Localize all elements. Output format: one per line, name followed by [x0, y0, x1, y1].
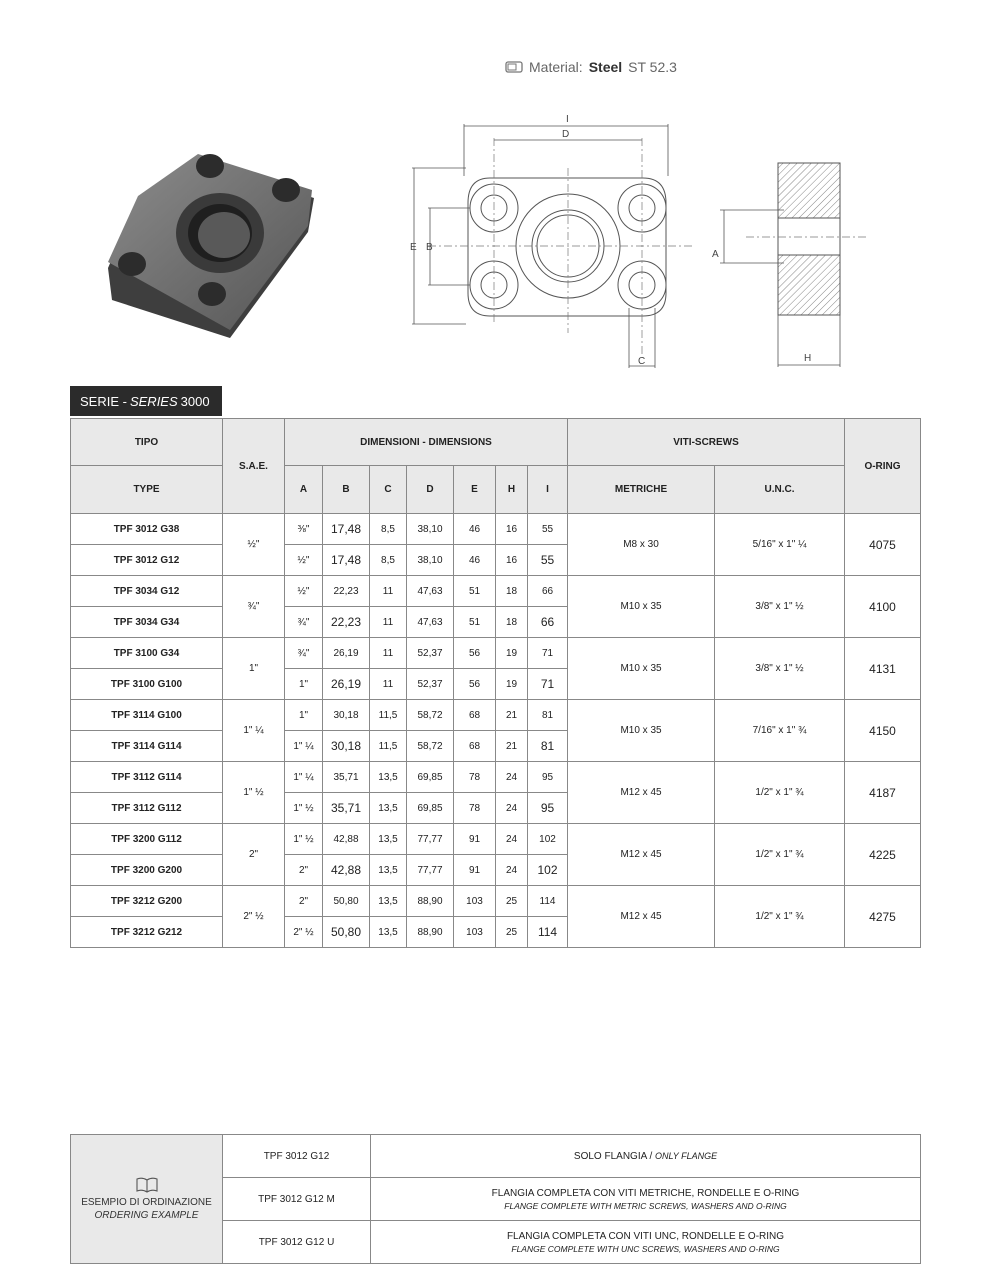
cell-B: 50,80	[323, 917, 370, 948]
cell-I: 102	[528, 855, 568, 886]
series-serie: SERIE -	[80, 393, 127, 409]
cell-C: 13,5	[370, 855, 407, 886]
material-grade: ST 52.3	[628, 59, 677, 75]
cell-H: 19	[496, 638, 528, 669]
cell-C: 11,5	[370, 700, 407, 731]
cell-E: 78	[454, 793, 496, 824]
cell-A: 2"	[285, 886, 323, 917]
cell-unc-screw: 1/2" x 1" ¾	[715, 824, 845, 886]
cell-H: 24	[496, 793, 528, 824]
cell-A: ¾"	[285, 607, 323, 638]
cell-C: 13,5	[370, 762, 407, 793]
cell-H: 16	[496, 514, 528, 545]
dim-label-I: I	[566, 114, 569, 125]
material-info	[505, 59, 677, 75]
cell-I: 66	[528, 607, 568, 638]
cell-unc-screw: 3/8" x 1" ½	[715, 576, 845, 638]
cell-metric-screw: M12 x 45	[568, 824, 715, 886]
cell-B: 42,88	[323, 855, 370, 886]
cell-I: 55	[528, 545, 568, 576]
cell-H: 19	[496, 669, 528, 700]
cell-unc-screw: 1/2" x 1" ¾	[715, 762, 845, 824]
cell-type: TPF 3212 G212	[71, 917, 223, 948]
cell-C: 13,5	[370, 793, 407, 824]
front-view-drawing	[398, 108, 698, 370]
series-number: 3000	[180, 393, 210, 409]
order-code-1: TPF 3012 G12	[223, 1135, 371, 1178]
cell-A: 1"	[285, 669, 323, 700]
cell-A: 1" ¼	[285, 731, 323, 762]
side-section-drawing	[706, 155, 866, 370]
cell-I: 114	[528, 886, 568, 917]
cell-C: 13,5	[370, 824, 407, 855]
cell-B: 22,23	[323, 607, 370, 638]
ordering-example-table	[70, 1134, 921, 1264]
order-desc-2	[371, 1178, 921, 1221]
cell-E: 46	[454, 514, 496, 545]
order-desc-en-1: ONLY FLANGE	[655, 1150, 718, 1161]
material-prefix: Material:	[529, 59, 583, 75]
cell-I: 55	[528, 514, 568, 545]
cell-sae: 1"	[223, 638, 285, 700]
cell-C: 8,5	[370, 514, 407, 545]
header-screws: VITI-SCREWS	[568, 419, 845, 466]
header-D: D	[407, 466, 454, 514]
dim-label-E: E	[410, 242, 417, 253]
cell-D: 38,10	[407, 545, 454, 576]
cell-A: ½"	[285, 545, 323, 576]
cell-C: 11,5	[370, 731, 407, 762]
cell-I: 81	[528, 731, 568, 762]
cell-type: TPF 3100 G34	[71, 638, 223, 669]
cell-B: 17,48	[323, 545, 370, 576]
cell-B: 26,19	[323, 669, 370, 700]
cell-C: 11	[370, 607, 407, 638]
cell-type: TPF 3200 G200	[71, 855, 223, 886]
cell-E: 91	[454, 824, 496, 855]
table-row	[71, 514, 921, 545]
order-desc-it-3: FLANGIA COMPLETA CON VITI UNC, RONDELLE E O-RING	[506, 1230, 785, 1242]
cell-unc-screw: 1/2" x 1" ¾	[715, 886, 845, 948]
cell-A: ⅜"	[285, 514, 323, 545]
cell-H: 18	[496, 607, 528, 638]
dim-label-B: B	[426, 242, 433, 253]
cell-D: 77,77	[407, 855, 454, 886]
cell-I: 102	[528, 824, 568, 855]
cell-C: 8,5	[370, 545, 407, 576]
cell-D: 47,63	[407, 607, 454, 638]
cell-H: 21	[496, 700, 528, 731]
header-C: C	[370, 466, 407, 514]
cell-B: 50,80	[323, 886, 370, 917]
cell-H: 25	[496, 917, 528, 948]
cell-B: 35,71	[323, 762, 370, 793]
cell-C: 13,5	[370, 917, 407, 948]
order-desc-1	[371, 1135, 921, 1178]
series-series: SERIES	[129, 393, 178, 409]
cell-H: 24	[496, 824, 528, 855]
cell-E: 56	[454, 669, 496, 700]
cell-D: 88,90	[407, 886, 454, 917]
material-name: Steel	[588, 59, 623, 75]
cell-B: 17,48	[323, 514, 370, 545]
cell-unc-screw: 5/16" x 1" ¼	[715, 514, 845, 576]
cell-E: 51	[454, 576, 496, 607]
cell-oring: 4131	[845, 638, 921, 700]
cell-D: 58,72	[407, 700, 454, 731]
cell-sae: 2" ½	[223, 886, 285, 948]
cell-type: TPF 3012 G38	[71, 514, 223, 545]
cell-D: 58,72	[407, 731, 454, 762]
header-A: A	[285, 466, 323, 514]
cell-D: 38,10	[407, 514, 454, 545]
cell-A: 1"	[285, 700, 323, 731]
table-row	[71, 576, 921, 607]
cell-E: 51	[454, 607, 496, 638]
cell-metric-screw: M8 x 30	[568, 514, 715, 576]
cell-E: 91	[454, 855, 496, 886]
material-icon	[505, 60, 523, 74]
cell-I: 71	[528, 669, 568, 700]
order-desc-en-2: FLANGE COMPLETE WITH METRIC SCREWS, WASHERS AND O-RING	[504, 1200, 787, 1211]
table-row	[71, 762, 921, 793]
cell-A: 1" ¼	[285, 762, 323, 793]
cell-A: 2" ½	[285, 917, 323, 948]
dim-label-D: D	[562, 129, 570, 140]
cell-sae: 1" ½	[223, 762, 285, 824]
cell-I: 114	[528, 917, 568, 948]
cell-D: 69,85	[407, 762, 454, 793]
table-row	[71, 700, 921, 731]
cell-I: 95	[528, 762, 568, 793]
book-icon	[136, 1177, 158, 1193]
cell-D: 77,77	[407, 824, 454, 855]
cell-E: 56	[454, 638, 496, 669]
cell-metric-screw: M12 x 45	[568, 762, 715, 824]
cell-type: TPF 3112 G114	[71, 762, 223, 793]
order-desc-en-3: FLANGE COMPLETE WITH UNC SCREWS, WASHERS AND O-RING	[511, 1243, 780, 1254]
cell-type: TPF 3114 G114	[71, 731, 223, 762]
cell-E: 103	[454, 917, 496, 948]
cell-D: 69,85	[407, 793, 454, 824]
cell-type: TPF 3114 G100	[71, 700, 223, 731]
cell-A: ½"	[285, 576, 323, 607]
cell-sae: ½"	[223, 514, 285, 576]
cell-metric-screw: M10 x 35	[568, 576, 715, 638]
dim-label-C: C	[638, 356, 646, 367]
cell-I: 71	[528, 638, 568, 669]
header-E: E	[454, 466, 496, 514]
cell-type: TPF 3012 G12	[71, 545, 223, 576]
cell-B: 26,19	[323, 638, 370, 669]
header-B: B	[323, 466, 370, 514]
cell-oring: 4187	[845, 762, 921, 824]
cell-sae: ¾"	[223, 576, 285, 638]
cell-E: 46	[454, 545, 496, 576]
table-row	[71, 824, 921, 855]
cell-H: 24	[496, 855, 528, 886]
cell-type: TPF 3100 G100	[71, 669, 223, 700]
header-dimensions: DIMENSIONI - DIMENSIONS	[285, 419, 568, 466]
cell-type: TPF 3034 G12	[71, 576, 223, 607]
cell-E: 68	[454, 731, 496, 762]
header-unc: U.N.C.	[715, 466, 845, 514]
header-metric: METRICHE	[568, 466, 715, 514]
cell-A: 1" ½	[285, 824, 323, 855]
cell-E: 68	[454, 700, 496, 731]
dim-label-H: H	[804, 353, 812, 364]
cell-A: ¾"	[285, 638, 323, 669]
order-desc-3	[371, 1221, 921, 1264]
order-code-2: TPF 3012 G12 M	[223, 1178, 371, 1221]
cell-I: 81	[528, 700, 568, 731]
table-row	[71, 638, 921, 669]
cell-oring: 4150	[845, 700, 921, 762]
cell-B: 42,88	[323, 824, 370, 855]
cell-B: 22,23	[323, 576, 370, 607]
cell-H: 18	[496, 576, 528, 607]
cell-metric-screw: M10 x 35	[568, 638, 715, 700]
cell-A: 2"	[285, 855, 323, 886]
cell-C: 11	[370, 576, 407, 607]
cell-I: 66	[528, 576, 568, 607]
cell-oring: 4225	[845, 824, 921, 886]
cell-type: TPF 3212 G200	[71, 886, 223, 917]
cell-C: 11	[370, 669, 407, 700]
order-desc-it-2: FLANGIA COMPLETA CON VITI METRICHE, RONDELLE E O-RING	[491, 1187, 800, 1199]
cell-H: 21	[496, 731, 528, 762]
cell-H: 24	[496, 762, 528, 793]
dim-label-A: A	[712, 249, 719, 260]
flange-photo	[100, 140, 330, 340]
cell-B: 30,18	[323, 731, 370, 762]
cell-type: TPF 3112 G112	[71, 793, 223, 824]
cell-metric-screw: M12 x 45	[568, 886, 715, 948]
cell-C: 11	[370, 638, 407, 669]
cell-metric-screw: M10 x 35	[568, 700, 715, 762]
cell-B: 30,18	[323, 700, 370, 731]
cell-D: 52,37	[407, 669, 454, 700]
header-sae: S.A.E.	[223, 419, 285, 514]
cell-oring: 4075	[845, 514, 921, 576]
table-row	[71, 886, 921, 917]
cell-I: 95	[528, 793, 568, 824]
cell-E: 78	[454, 762, 496, 793]
header-type: TYPE	[71, 466, 223, 514]
dimension-table	[70, 418, 921, 948]
cell-type: TPF 3200 G112	[71, 824, 223, 855]
cell-A: 1" ½	[285, 793, 323, 824]
header-H: H	[496, 466, 528, 514]
cell-C: 13,5	[370, 886, 407, 917]
header-oring: O-RING	[845, 419, 921, 514]
order-code-3: TPF 3012 G12 U	[223, 1221, 371, 1264]
cell-oring: 4100	[845, 576, 921, 638]
cell-unc-screw: 3/8" x 1" ½	[715, 638, 845, 700]
cell-sae: 2"	[223, 824, 285, 886]
cell-B: 35,71	[323, 793, 370, 824]
series-title	[70, 386, 222, 416]
header-I: I	[528, 466, 568, 514]
cell-H: 16	[496, 545, 528, 576]
cell-H: 25	[496, 886, 528, 917]
cell-unc-screw: 7/16" x 1" ¾	[715, 700, 845, 762]
cell-D: 47,63	[407, 576, 454, 607]
cell-E: 103	[454, 886, 496, 917]
ordering-label-cell	[71, 1135, 223, 1264]
ordering-label-en: ORDERING EXAMPLE	[94, 1210, 199, 1221]
cell-oring: 4275	[845, 886, 921, 948]
ordering-label: ESEMPIO DI ORDINAZIONE	[81, 1197, 212, 1208]
cell-type: TPF 3034 G34	[71, 607, 223, 638]
order-desc-it-1: SOLO FLANGIA /	[573, 1150, 653, 1162]
cell-D: 52,37	[407, 638, 454, 669]
cell-sae: 1" ¼	[223, 700, 285, 762]
cell-D: 88,90	[407, 917, 454, 948]
header-tipo: TIPO	[71, 419, 223, 466]
